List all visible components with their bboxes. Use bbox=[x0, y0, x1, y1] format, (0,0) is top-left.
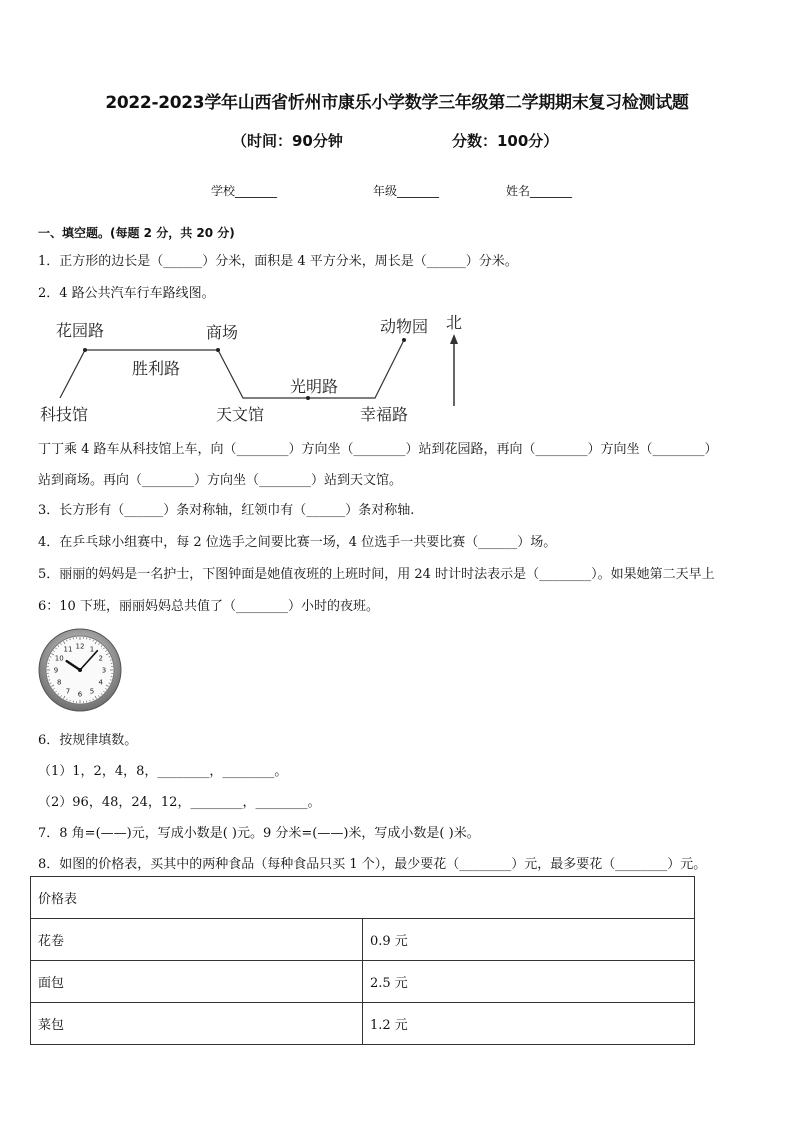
time-limit: （时间：90分钟 bbox=[232, 132, 343, 150]
north-label: 北 bbox=[446, 313, 463, 332]
stop-label: 天文馆 bbox=[216, 405, 265, 424]
stop-label: 动物园 bbox=[380, 317, 429, 336]
price-cell: 2.5 元 bbox=[363, 961, 695, 1003]
table-row bbox=[31, 961, 695, 1003]
stop-dot bbox=[402, 338, 406, 342]
name-field[interactable]: 姓名_______ bbox=[506, 184, 573, 198]
table-title: 价格表 bbox=[31, 877, 695, 919]
clock-number: 7 bbox=[65, 687, 71, 696]
route-line bbox=[60, 340, 404, 398]
item-cell: 面包 bbox=[31, 961, 363, 1003]
stop-dot bbox=[306, 396, 310, 400]
table-row bbox=[31, 1003, 695, 1045]
school-field[interactable]: 学校_______ bbox=[211, 184, 278, 198]
clock-number: 1 bbox=[89, 645, 95, 654]
question-7: 7．8 角=(——)元，写成小数是( )元。9 分米=(——)米，写成小数是( )米。 bbox=[38, 826, 480, 841]
clock-number: 11 bbox=[63, 645, 73, 654]
clock-number: 8 bbox=[56, 678, 62, 687]
question-1: 1．正方形的边长是（______）分米，面积是 4 平方分米，周长是（______）分米。 bbox=[38, 254, 518, 269]
north-arrow-icon bbox=[450, 334, 458, 344]
table-row bbox=[31, 919, 695, 961]
clock-face bbox=[38, 628, 122, 712]
question-2-line-1: 丁丁乘 4 路车从科技馆上车，向（________）方向坐（________）站到花园路，再向（________）方向坐（________） bbox=[38, 442, 718, 457]
clock-number: 2 bbox=[98, 654, 104, 663]
clock-number: 12 bbox=[75, 642, 85, 651]
clock-number: 5 bbox=[89, 687, 95, 696]
question-6-1: （1）1，2，4，8，________，________。 bbox=[38, 764, 288, 779]
price-table bbox=[30, 876, 695, 1045]
clock-center bbox=[78, 668, 82, 672]
price-cell: 1.2 元 bbox=[363, 1003, 695, 1045]
clock-number: 10 bbox=[54, 654, 64, 663]
item-cell: 菜包 bbox=[31, 1003, 363, 1045]
stop-label: 花园路 bbox=[56, 321, 105, 340]
bus-route-map bbox=[30, 308, 480, 428]
item-cell: 花卷 bbox=[31, 919, 363, 961]
question-3: 3．长方形有（______）条对称轴，红领巾有（______）条对称轴. bbox=[38, 503, 415, 518]
stop-dot bbox=[83, 348, 87, 352]
grade-field[interactable]: 年级_______ bbox=[373, 184, 440, 198]
question-5-line-2: 6：10 下班，丽丽妈妈总共值了（________）小时的夜班。 bbox=[38, 599, 379, 614]
question-2: 2．4 路公共汽车行车路线图。 bbox=[38, 286, 215, 301]
stop-dot bbox=[216, 348, 220, 352]
question-6-2: （2）96，48，24，12，________，________。 bbox=[38, 795, 321, 810]
clock-number: 3 bbox=[101, 666, 107, 675]
stop-label: 商场 bbox=[206, 323, 239, 342]
stop-label: 科技馆 bbox=[40, 405, 89, 424]
page-title: 2022-2023学年山西省忻州市康乐小学数学三年级第二学期期末复习检测试题 bbox=[105, 93, 689, 113]
clock-number: 9 bbox=[53, 666, 59, 675]
question-2-line-2: 站到商场。再向（________）方向坐（________）站到天文馆。 bbox=[38, 473, 403, 488]
table-header-row bbox=[31, 877, 695, 919]
price-cell: 0.9 元 bbox=[363, 919, 695, 961]
section-heading: 一、填空题。(每题 2 分，共 20 分) bbox=[38, 226, 235, 240]
clock-number: 4 bbox=[98, 678, 104, 687]
total-score: 分数：100分） bbox=[452, 132, 559, 150]
stop-label: 幸福路 bbox=[360, 405, 409, 424]
question-8: 8．如图的价格表，买其中的两种食品（每种食品只买 1 个），最少要花（________）元，最多要花（________）元。 bbox=[38, 857, 707, 872]
question-4: 4．在乒乓球小组赛中，每 2 位选手之间要比赛一场，4 位选手一共要比赛（______）场。 bbox=[38, 535, 557, 550]
question-6: 6．按规律填数。 bbox=[38, 733, 138, 748]
clock-number: 6 bbox=[77, 690, 83, 699]
question-5-line-1: 5．丽丽的妈妈是一名护士，下图钟面是她值夜班的上班时间，用 24 时计时法表示是（________）。如果她第二天早上 bbox=[38, 567, 715, 582]
stop-label: 胜利路 bbox=[132, 359, 181, 378]
stop-label: 光明路 bbox=[290, 377, 339, 396]
